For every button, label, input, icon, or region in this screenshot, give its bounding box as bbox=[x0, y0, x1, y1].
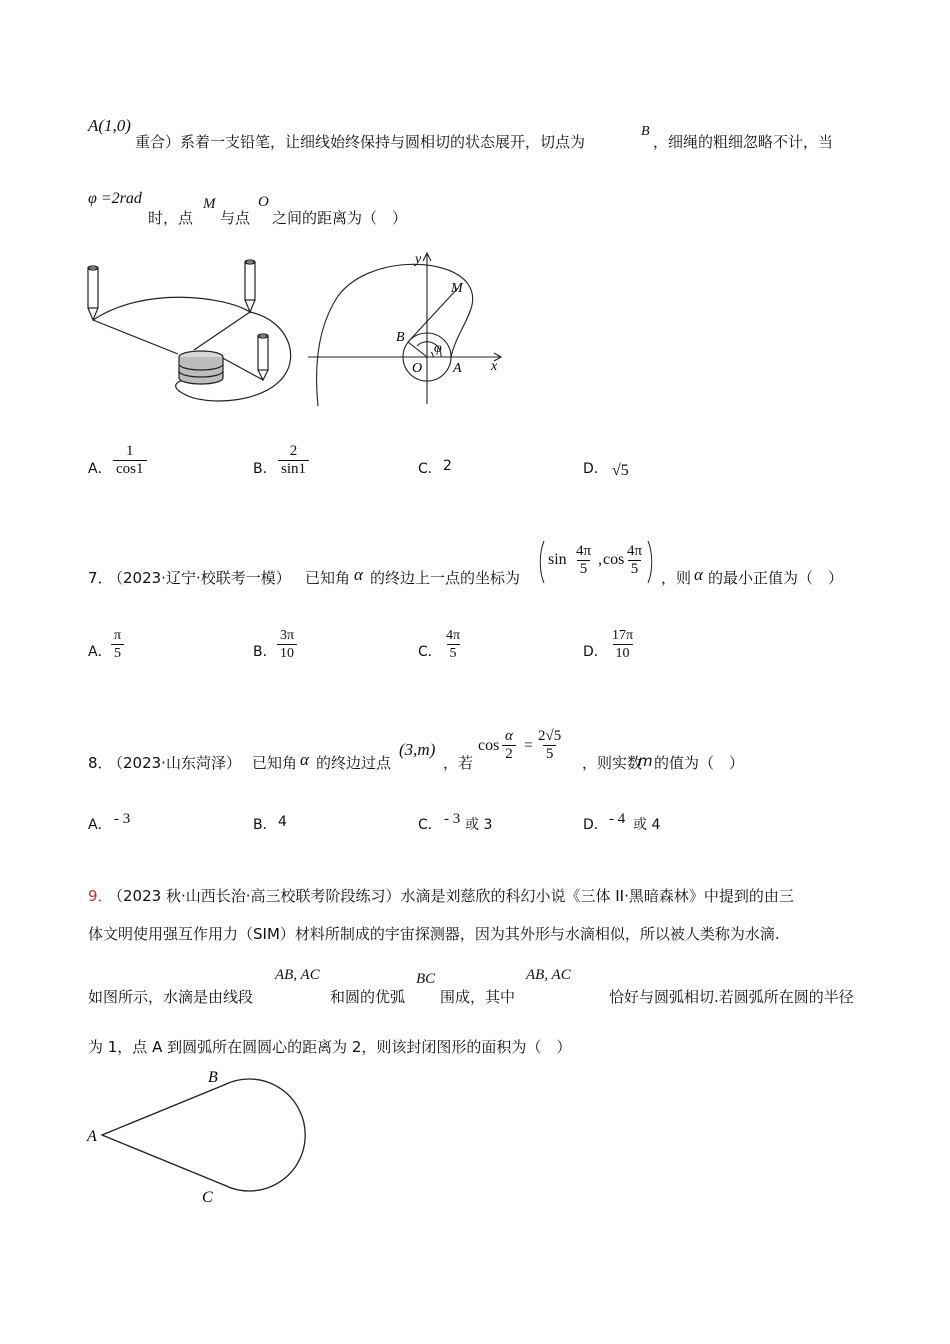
q8-text2: 的终边过点 bbox=[316, 754, 392, 772]
string-right bbox=[219, 356, 263, 380]
drop-label-b: B bbox=[208, 1069, 218, 1086]
q7-source: （2023·辽宁·校联考一模） bbox=[108, 569, 291, 587]
q7-sin-den: 5 bbox=[577, 560, 591, 578]
q7-sin-num: 4π bbox=[576, 543, 592, 559]
q9-line4: 为 1，点 A 到圆弧所在圆圆心的距离为 2，则该封闭图形的面积为（ ） bbox=[88, 1038, 572, 1056]
label-y: y bbox=[415, 252, 422, 267]
radius-ob bbox=[408, 342, 427, 357]
point-a-coordinate: A(1,0) bbox=[88, 116, 131, 135]
q6-option-b-den: sin1 bbox=[278, 460, 309, 478]
q6-line1-text: 重合）系着一支铅笔，让细线始终保持与圆相切的状态展开，切点为 bbox=[135, 133, 586, 151]
drop-label-c: C bbox=[202, 1189, 213, 1206]
q7-option-b-den: 10 bbox=[277, 644, 297, 662]
q8-option-a-value[interactable]: - 3 bbox=[114, 811, 131, 827]
q8-option-c-value[interactable]: - 3 bbox=[444, 811, 461, 827]
q8-option-b-value[interactable]: 4 bbox=[278, 814, 287, 830]
q7-option-d-label[interactable]: D． bbox=[583, 644, 608, 660]
q8-m: m bbox=[638, 752, 653, 770]
q9-line1: （2023 秋·山西长治·高三校联考阶段练习）水滴是刘慈欣的科幻小说《三体 II·黑暗森林》中提到的由三 bbox=[108, 887, 794, 905]
q7-option-b-fraction[interactable] bbox=[277, 627, 297, 662]
water-drop-diagram bbox=[84, 1062, 314, 1210]
q7-alpha-2: α bbox=[694, 565, 703, 584]
q6-option-a-den: cos1 bbox=[113, 460, 147, 478]
q6-option-a-fraction[interactable] bbox=[113, 443, 147, 478]
phi-value: φ =2rad bbox=[88, 190, 142, 207]
label-m: M bbox=[451, 281, 463, 296]
phi-angle-arc bbox=[431, 352, 433, 357]
q7-cos: cos bbox=[603, 551, 625, 568]
q9-segments-1: AB, AC bbox=[275, 967, 320, 983]
q7-option-c-fraction[interactable] bbox=[443, 627, 463, 662]
q7-sin: sin bbox=[548, 551, 567, 568]
label-phi: φ bbox=[434, 341, 442, 356]
q7-option-a-den: 5 bbox=[111, 644, 124, 662]
q7-option-a-label[interactable]: A． bbox=[88, 644, 112, 660]
q7-option-b-num: 3π bbox=[280, 628, 295, 643]
q8-frac-value bbox=[535, 728, 564, 763]
pencil-string-illustration bbox=[84, 256, 299, 406]
q8-option-a-label[interactable]: A． bbox=[88, 817, 112, 833]
q8-frac2-den: 5 bbox=[543, 745, 557, 763]
q7-option-d-fraction[interactable] bbox=[609, 627, 636, 662]
q9-arc-bc: BC bbox=[416, 971, 436, 987]
q7-text4: 的最小正值为（ ） bbox=[708, 569, 844, 587]
pencil-left-body bbox=[88, 268, 98, 308]
q7-option-c-label[interactable]: C． bbox=[418, 644, 442, 660]
point-m: M bbox=[203, 196, 216, 212]
q8-frac1-den: 2 bbox=[502, 745, 516, 763]
q8-option-b-label[interactable]: B． bbox=[253, 817, 277, 833]
q8-frac-half-alpha bbox=[502, 728, 516, 763]
q6-option-c-value[interactable]: 2 bbox=[443, 458, 452, 474]
q6-line2-text2: 与点 bbox=[220, 209, 251, 227]
involute-diagram bbox=[308, 246, 508, 406]
q8-number: 8． bbox=[88, 754, 113, 772]
q7-option-a-num: π bbox=[114, 628, 122, 643]
q8-frac2-num: 2√5 bbox=[538, 728, 562, 744]
q8-frac1-num: α bbox=[505, 728, 513, 744]
q6-option-b-fraction[interactable] bbox=[278, 443, 309, 478]
q8-option-c-label[interactable]: C． bbox=[418, 817, 442, 833]
string-top bbox=[194, 312, 250, 350]
tangent-point-b: B bbox=[641, 124, 650, 139]
q8-text4: ，则实数 bbox=[582, 754, 643, 772]
q7-sin-fraction bbox=[573, 543, 594, 578]
q7-text3: ，则 bbox=[661, 569, 692, 587]
q7-comma: , bbox=[598, 551, 602, 568]
q6-option-b-label[interactable]: B． bbox=[253, 461, 277, 477]
water-drop-outline bbox=[102, 1079, 305, 1191]
q7-number: 7． bbox=[88, 569, 113, 587]
q8-option-d-tail[interactable]: 或 4 bbox=[633, 817, 661, 833]
q9-line2: 体文明使用强互作用力（SIM）材料所制成的宇宙探测器，因为其外形与水滴相似，所以被人类称为水滴. bbox=[88, 925, 780, 943]
label-a: A bbox=[453, 361, 462, 376]
q8-text5: 的值为（ ） bbox=[654, 754, 745, 772]
q8-source: （2023·山东菏泽） bbox=[108, 754, 241, 772]
q9-line3-b: 和圆的优弧 bbox=[330, 988, 406, 1006]
drop-label-a: A bbox=[87, 1128, 97, 1145]
q6-line1-tail: ，细绳的粗细忽略不计，当 bbox=[653, 133, 834, 151]
q7-text2: 的终边上一点的坐标为 bbox=[370, 569, 521, 587]
q8-text1: 已知角 bbox=[252, 754, 298, 772]
q7-option-c-num: 4π bbox=[446, 628, 461, 643]
q7-option-a-fraction[interactable] bbox=[111, 627, 124, 662]
q8-text3: ，若 bbox=[443, 754, 474, 772]
label-b: B bbox=[396, 330, 405, 345]
label-o: O bbox=[412, 361, 423, 376]
pencil-right-body bbox=[258, 336, 268, 370]
q6-option-a-num: 1 bbox=[126, 443, 134, 459]
q6-option-d-label[interactable]: D． bbox=[583, 461, 608, 477]
q6-option-d-value[interactable]: √5 bbox=[612, 462, 629, 479]
q7-cos-num: 4π bbox=[627, 543, 643, 559]
involute-curve bbox=[317, 264, 473, 406]
q8-cos: cos bbox=[478, 737, 500, 754]
q6-option-b-num: 2 bbox=[289, 443, 298, 459]
string-left-upper bbox=[93, 297, 250, 320]
q7-option-d-num: 17π bbox=[612, 628, 634, 643]
q9-line3-a: 如图所示，水滴是由线段 bbox=[88, 988, 254, 1006]
q6-line2-text1: 时，点 bbox=[148, 209, 194, 227]
q9-line3-c: 围成，其中 bbox=[440, 988, 516, 1006]
q7-option-d-den: 10 bbox=[613, 644, 633, 662]
q8-point: (3,m) bbox=[399, 740, 436, 759]
q8-option-c-tail[interactable]: 或 3 bbox=[465, 817, 493, 833]
q9-line3-d: 恰好与圆弧相切.若圆弧所在圆的半径 bbox=[609, 988, 854, 1006]
q6-option-c-label[interactable]: C． bbox=[418, 461, 442, 477]
q7-option-b-label[interactable]: B． bbox=[253, 644, 277, 660]
q8-equals: = bbox=[524, 737, 534, 754]
q7-text1: 已知角 bbox=[305, 569, 351, 587]
q7-cos-den: 5 bbox=[628, 560, 642, 578]
point-o: O bbox=[258, 194, 269, 210]
q8-option-d-value[interactable]: - 4 bbox=[609, 811, 626, 827]
q9-segments-2: AB, AC bbox=[526, 967, 571, 983]
label-x: x bbox=[491, 359, 498, 374]
q7-cos-fraction bbox=[624, 543, 645, 578]
q8-alpha: α bbox=[300, 750, 309, 769]
q6-option-a-label[interactable]: A． bbox=[88, 461, 112, 477]
q9-number: 9． bbox=[88, 887, 113, 905]
string-left-lower bbox=[93, 320, 178, 354]
pencil-top-body bbox=[245, 262, 255, 300]
q7-option-c-den: 5 bbox=[447, 644, 460, 662]
q8-option-d-label[interactable]: D． bbox=[583, 817, 608, 833]
q7-alpha: α bbox=[354, 565, 363, 584]
q6-line2-text3: 之间的距离为（ ） bbox=[272, 209, 408, 227]
